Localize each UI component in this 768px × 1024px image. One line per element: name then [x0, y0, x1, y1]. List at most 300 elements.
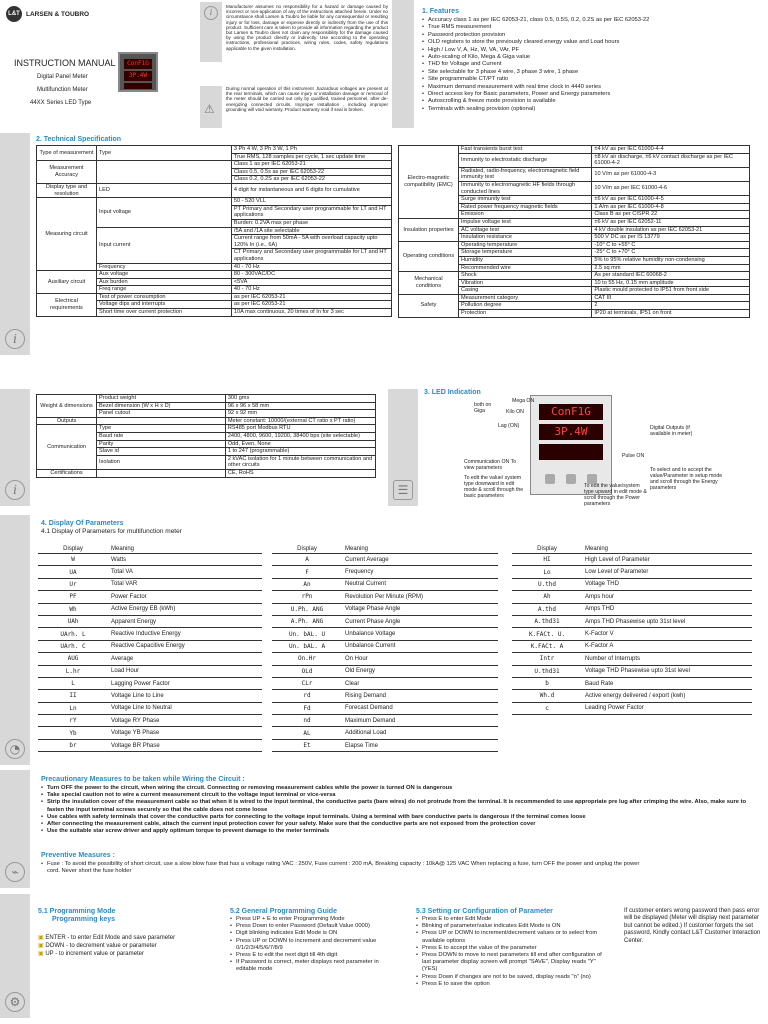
- config-item: • Press E to enter Edit Mode: [416, 916, 612, 923]
- spec-value: 2.5 sq mm: [592, 264, 750, 272]
- feature-item: • Site programmable CT/PT ratio: [422, 76, 762, 83]
- spec-group: Measurement Accuracy: [37, 161, 97, 184]
- config-item: • Press E to save the option: [416, 981, 612, 988]
- meter-display-top: ConF1G: [124, 59, 152, 69]
- param-code: On.Hr: [272, 653, 342, 665]
- param-meaning: Unbalance Current: [342, 640, 498, 652]
- precaution-panel: [0, 770, 768, 888]
- param-meaning: Old Energy: [342, 665, 498, 677]
- param-row: [38, 591, 262, 603]
- precaution-list: [41, 785, 761, 835]
- param-code: OLd: [272, 665, 342, 677]
- config-item: • Press UP or DOWN to increment/decrement values or to select from available options: [416, 930, 612, 944]
- prog-config-list: [416, 916, 612, 988]
- spec-param: Immunity to electromagnetic HF fields through conducted lines: [459, 181, 592, 195]
- spec-value: 5% to 95% relative humidity non-condensing: [592, 256, 750, 264]
- tech-table-right: [398, 145, 750, 318]
- param-row: [512, 603, 752, 615]
- param-row: [38, 640, 262, 652]
- spec-group: Electrical requirements: [37, 293, 97, 316]
- param-row: [38, 665, 262, 677]
- col-meaning: Meaning: [582, 545, 752, 554]
- param-meaning: High Level of Parameter: [582, 554, 752, 566]
- param-meaning: Low Level of Parameter: [582, 566, 752, 578]
- param-meaning: K-Factor A: [582, 640, 752, 652]
- precaution-item: • Use the suitable star screw driver and apply optimum torque to prevent damage to the meter terminals: [41, 828, 761, 835]
- spec-param: Immunity to electrostatic discharge: [459, 153, 592, 167]
- param-code: UA: [38, 566, 108, 578]
- param-row: [38, 702, 262, 714]
- meter-image: [118, 52, 158, 92]
- spec-row: [37, 293, 392, 301]
- spec-param: Vibration: [459, 279, 592, 287]
- spec-value: 40 - 70 Hz: [231, 263, 391, 271]
- param-code: rd: [272, 690, 342, 702]
- features-panel: [392, 0, 768, 130]
- programming-panel: [0, 894, 768, 1018]
- param-row: [512, 615, 752, 627]
- config-item: • Press E to accept the value of the parameter: [416, 945, 612, 952]
- param-code: A.thd31: [512, 615, 582, 627]
- preventive-list: [41, 861, 641, 875]
- precaution-item: • After connecting the measurement cable, attach the current input protection cover for your safety. Make sure that the conductive parts are not exposed from the protection cover: [41, 821, 761, 828]
- spec-param: Slave id: [97, 448, 226, 456]
- spec-param: Protection: [459, 310, 592, 318]
- cover-line-1: Digital Panel Meter: [37, 74, 88, 80]
- spec-value: Class 0.2, 0.2S as per IEC 62053-22: [231, 176, 391, 184]
- spec-value: 40 - 70 Hz: [231, 286, 391, 294]
- config-item: • Blinking of parameter/value indicates Edit Mode is ON: [416, 923, 612, 930]
- spec-group: Measuring circuit: [37, 198, 97, 271]
- param-meaning: Voltage Line to Line: [108, 690, 262, 702]
- col-display: Display: [272, 545, 342, 554]
- cover-line-3: 44XX Series LED Type: [30, 100, 92, 106]
- param-row: [272, 702, 498, 714]
- prog-keys: [38, 934, 175, 958]
- prog-title-2: 5.2 General Programming Guide: [230, 908, 337, 915]
- up-key[interactable]: [566, 474, 576, 484]
- spec-value: 500 V DC as per IS 13779: [592, 234, 750, 242]
- spec-value: -25° C to +70° C: [592, 249, 750, 257]
- spec-value: ±6 kV as per IEC 61000-4-5: [592, 196, 750, 204]
- spec-group: Certifications: [37, 469, 97, 477]
- param-code: A: [272, 554, 342, 566]
- precaution-item: • Turn OFF the power to the circuit, when wiring the circuit. Connecting or removing measurement cables while the power is turned ON is dangerous: [41, 785, 761, 792]
- guide-item: • Press UP or DOWN to increment and decrement value 0/1/2/3/4/5/6/7/8/9: [230, 938, 390, 952]
- weight-table: [36, 394, 376, 478]
- param-code: CLr: [272, 677, 342, 689]
- company-name: LARSEN & TOUBRO: [26, 11, 90, 18]
- spec-param: Aux burden: [97, 278, 232, 286]
- param-code: Fd: [272, 702, 342, 714]
- label-select: To select and to accept the value/Parameter in setup mode and scroll through the Energy parameters: [650, 467, 723, 491]
- prog-guide-list: [230, 916, 390, 974]
- spec-value: Class 0.5, 0.5s as per IEC 62053-22: [231, 168, 391, 176]
- param-meaning: Voltage THD: [582, 578, 752, 590]
- param-meaning: Lagging Power Factor: [108, 677, 262, 689]
- param-row: [512, 628, 752, 640]
- param-meaning: Amps THD: [582, 603, 752, 615]
- param-row: [38, 578, 262, 590]
- label-mega: Mega ON: [512, 398, 535, 404]
- spec-param: Rated power frequency magnetic fields: [459, 203, 592, 211]
- preventive-title: Preventive Measures :: [41, 852, 115, 859]
- spec-value: -10° C to +55° C: [592, 241, 750, 249]
- spec-param: Pollution degree: [459, 302, 592, 310]
- param-row: [512, 665, 752, 677]
- param-row: [272, 603, 498, 615]
- spec-row: [37, 161, 392, 169]
- spec-value: ±4 kV as per IEC 61000-4-4: [592, 146, 750, 154]
- param-code: W: [38, 554, 108, 566]
- meter-display-bot: [124, 83, 152, 89]
- spec-value: IP20 at terminals, IP51 on front: [592, 310, 750, 318]
- col-display: Display: [38, 545, 108, 554]
- spec-param: Humidity: [459, 256, 592, 264]
- spec-param: Type: [97, 425, 226, 433]
- param-meaning: Voltage YB Phase: [108, 727, 262, 739]
- led-display-mid: 3P.4W: [539, 424, 603, 440]
- features-sidebar: [392, 0, 414, 128]
- spec-value: Plastic mould protected to IP51 from front side: [592, 287, 750, 295]
- param-row: [272, 578, 498, 590]
- param-meaning: Average: [108, 653, 262, 665]
- spec-value: 2: [592, 302, 750, 310]
- spec-value: <5VA: [231, 278, 391, 286]
- spec-row: [37, 183, 392, 197]
- params-sidebar: [0, 515, 30, 765]
- led-display-top: ConF1G: [539, 404, 603, 420]
- disclaimer-panel: [198, 0, 390, 130]
- guide-item: • Press Down to enter Password (Default Value 0000): [230, 923, 390, 930]
- cover-line-2: Multifunction Meter: [37, 87, 88, 93]
- param-code: Un. bAL. A: [272, 640, 342, 652]
- spec-param: Frequency: [97, 263, 232, 271]
- param-meaning: Clear: [342, 677, 498, 689]
- param-meaning: Leading Power Factor: [582, 702, 752, 714]
- spec-value: 300 gms: [225, 395, 375, 403]
- param-code: Et: [272, 739, 342, 751]
- param-meaning: Load Hour: [108, 665, 262, 677]
- guide-item: • If Password is correct, meter displays next parameter in editable mode: [230, 959, 390, 973]
- spec-value: PT Primary and Secondary user programmable for LT and HT applications: [231, 205, 391, 219]
- info-icon: i: [5, 480, 25, 500]
- features-list: [422, 17, 762, 113]
- config-item: • Press Down if changes are not to be saved, display reads "n" (no): [416, 974, 612, 981]
- spec-group: Auxiliary circuit: [37, 271, 97, 294]
- spec-value: /5A and /1A site selectable: [231, 227, 391, 235]
- spec-param: [97, 417, 226, 425]
- spec-row: [37, 395, 376, 403]
- spec-param: Panel cutout: [97, 410, 226, 418]
- lt-logo: L&T: [6, 6, 22, 22]
- param-code: Ln: [38, 702, 108, 714]
- spec-value: Odd, Even, None: [225, 440, 375, 448]
- param-meaning: Watts: [108, 554, 262, 566]
- param-meaning: Voltage Line to Neutral: [108, 702, 262, 714]
- param-meaning: Revolution Per Minute (RPM): [342, 591, 498, 603]
- param-meaning: Voltage THD Phasewise upto 31st level: [582, 665, 752, 677]
- info-icon: i: [5, 329, 25, 349]
- spec-value: 2400, 4800, 9600, 19200, 38400 bps (site selectable): [225, 432, 375, 440]
- param-meaning: Voltage BR Phase: [108, 739, 262, 751]
- param-code: Lo: [512, 566, 582, 578]
- spec-param: Freq range: [97, 286, 232, 294]
- param-row: [38, 628, 262, 640]
- tech-table-left: [36, 145, 392, 317]
- spec-value: 2 kVAC isolation for 1 minute between communication and other circuits: [225, 455, 375, 469]
- param-meaning: Active Energy EB (kWh): [108, 603, 262, 615]
- spec-value: 10A max continuous, 20 times of In for 3 sec: [231, 309, 391, 317]
- param-code: A.Ph. ANG: [272, 615, 342, 627]
- label-pulse: Pulse ON: [622, 453, 645, 459]
- param-meaning: Total VA: [108, 566, 262, 578]
- spec-group: Outputs: [37, 417, 97, 425]
- param-code: L: [38, 677, 108, 689]
- param-meaning: Frequency: [342, 566, 498, 578]
- plug-icon: ⌁: [5, 862, 25, 882]
- spec-value: RS485 port Modbus RTU: [225, 425, 375, 433]
- spec-value: 92 x 92 mm: [225, 410, 375, 418]
- feature-item: • Accuracy class 1 as per IEC 62053-21, class 0.5, 0.5S, 0.2, 0.2S as per IEC 62053-22: [422, 17, 762, 24]
- tech-title: 2. Technical Specification: [36, 136, 122, 143]
- down-key[interactable]: [545, 474, 555, 484]
- spec-value: 4 digit for instantaneous and 6 digits for cumulative: [231, 183, 391, 197]
- param-row: [512, 690, 752, 702]
- param-code: b: [512, 677, 582, 689]
- param-code: br: [38, 739, 108, 751]
- label-comm: Communication ON To view parameters: [464, 459, 517, 471]
- led-meter-face: [530, 395, 612, 495]
- spec-param: Type: [97, 146, 232, 161]
- param-meaning: Rising Demand: [342, 690, 498, 702]
- param-row: [512, 653, 752, 665]
- feature-item: • Password protection provision: [422, 32, 762, 39]
- spec-param: Shock: [459, 272, 592, 280]
- weight-panel: [0, 389, 384, 506]
- param-meaning: Baud Rate: [582, 677, 752, 689]
- param-row: [272, 554, 498, 566]
- col-meaning: Meaning: [108, 545, 262, 554]
- tech-spec-panel: [0, 133, 768, 355]
- led-panel: [388, 389, 768, 506]
- preventive-item: • Fuse : To avoid the possibility of short circuit, use a slow blow fuse that has a voltage rating VAC : 250V, Fuse current : 200 mA, Breaking capacity : 10kA@ 125 VAC When replacing a fuse, turn OFF the power and unplug the power cord. Never short the fuse holder: [41, 861, 641, 875]
- spec-value: CE, RoHS: [225, 469, 375, 477]
- param-row: [38, 554, 262, 566]
- param-code: U.thd: [512, 578, 582, 590]
- spec-value: Current range from 50mA - 5A with overload capacity upto 120% In (i.e., 6A): [231, 235, 391, 249]
- param-meaning: Unbalance Voltage: [342, 628, 498, 640]
- guide-item: • Press E to edit the next digit till 4th digit: [230, 952, 390, 959]
- param-meaning: Forecast Demand: [342, 702, 498, 714]
- param-code: Intr: [512, 653, 582, 665]
- label-both: both on Giga: [474, 402, 492, 414]
- feature-item: • Auto-scaling of Kilo, Mega & Giga value: [422, 54, 762, 61]
- spec-value: 4 kV double insulation as per IEC 62053-21: [592, 226, 750, 234]
- spec-param: Test of power consumption: [97, 293, 232, 301]
- param-meaning: Current Average: [342, 554, 498, 566]
- param-code: UArh. C: [38, 640, 108, 652]
- param-meaning: Current Phase Angle: [342, 615, 498, 627]
- param-row: [38, 715, 262, 727]
- spec-param: Bezel dimension (W x H x D): [97, 402, 226, 410]
- spec-row: [37, 469, 376, 477]
- spec-param: Emission: [459, 211, 592, 219]
- spec-param: Storage temperature: [459, 249, 592, 257]
- param-code: Wh.d: [512, 690, 582, 702]
- precaution-sidebar: [0, 770, 30, 888]
- param-code: U.Ph. ANG: [272, 603, 342, 615]
- precaution-item: • Use cables with safety terminals that cover the conductive parts for connecting to the voltage input terminals. Using a terminal with bare conductive parts is dangerous if the terminal comes loose: [41, 814, 761, 821]
- params-panel: [0, 515, 768, 765]
- spec-value: 1 to 247 (programmable): [225, 448, 375, 456]
- key-down-desc: ▣ DOWN - to decrement value or parameter: [38, 943, 157, 949]
- param-row: [512, 554, 752, 566]
- param-meaning: Number of Interrupts: [582, 653, 752, 665]
- param-meaning: Neutral Current: [342, 578, 498, 590]
- spec-group: Insulation properties: [399, 218, 459, 241]
- spec-param: Isolation: [97, 455, 226, 469]
- param-row: [512, 640, 752, 652]
- label-digital: Digital Outputs (if available in meter): [650, 425, 693, 437]
- spec-param: LED: [97, 183, 232, 197]
- feature-item: • True RMS measurement: [422, 24, 762, 31]
- params-subtitle: 4.1 Display of Parameters for multifunction meter: [41, 528, 182, 535]
- info-icon: i: [200, 2, 222, 62]
- param-code: Ur: [38, 578, 108, 590]
- disclaimer-text-1: Manufacturer assumes no responsibility for a hazard or damage caused by incorrect or non-application of any of the instructions attached herein. Under no circumstance shall Larsen & Toubro be liable for any consequential or resulting injury or for loss, damage or expense directly or indirectly from the use of this product. Sufficient care is taken to provide all information regarding the product but Larsen & Toubro does not claim any responsibility for the damage caused by using the product directly or indirectly. Use according to the operating instructions, professional practices, wiring rules, codes, safety regulations applicable to the given installation.: [226, 4, 388, 51]
- param-code: K.FACt. A: [512, 640, 582, 652]
- features-title: 1. Features: [422, 8, 459, 15]
- col-meaning: Meaning: [342, 545, 498, 554]
- param-code: Ah: [512, 591, 582, 603]
- spec-value: 10 V/m as per 61000-4-3: [592, 167, 750, 181]
- param-code: AL: [272, 727, 342, 739]
- spec-row: [399, 218, 750, 226]
- spec-row: [37, 146, 392, 154]
- spec-value: as per IEC 62053-21: [231, 301, 391, 309]
- param-code: Yb: [38, 727, 108, 739]
- feature-item: • Direct access key for Basic parameters, Power and Energy parameters: [422, 91, 762, 98]
- spec-value: ±8 kV air discharge, ±6 kV contact discharge as per IEC 61000-4-2: [592, 153, 750, 167]
- param-row: [38, 727, 262, 739]
- spec-param: Product weight: [97, 395, 226, 403]
- feature-item: • Maximum demand measurement with real time clock in 4440 series: [422, 84, 762, 91]
- precaution-item: • Take special caution not to wire a current measurement circuit to the voltage input terminal or vice-versa: [41, 792, 761, 799]
- spec-row: [399, 241, 750, 249]
- param-row: [38, 653, 262, 665]
- label-edit-up: To edit the value/system type upward in edit mode & scroll through the Power parameters: [584, 483, 647, 507]
- param-code: An: [272, 578, 342, 590]
- param-meaning: Voltage RY Phase: [108, 715, 262, 727]
- precaution-title: Precautionary Measures to be taken while Wiring the Circuit :: [41, 776, 245, 783]
- spec-group: Weight & dimensions: [37, 395, 97, 418]
- param-meaning: Reactive Capacitive Energy: [108, 640, 262, 652]
- param-code: PF: [38, 591, 108, 603]
- precaution-item: • Strip the insulation cover of the measurement cable so that when it is wired to the input terminal, the conductive parts (bare wires) do not protrude from the terminal. It is recommended to use appropriate pre lug after crimping the wire. Also, make sure to fasten the input terminal screws securely so that the cable does not come loose: [41, 799, 761, 813]
- param-meaning: Amps THD Phasewise upto 31st level: [582, 615, 752, 627]
- feature-item: • Terminals with sealing provision (optional): [422, 106, 762, 113]
- param-row: [272, 715, 498, 727]
- param-code: c: [512, 702, 582, 714]
- col-display: Display: [512, 545, 582, 554]
- param-meaning: Maximum Demand: [342, 715, 498, 727]
- param-code: HI: [512, 554, 582, 566]
- prog-sidebar: [0, 894, 30, 1018]
- spec-value: 96 x 96 x 58 mm: [225, 402, 375, 410]
- warning-icon: ⚠: [200, 86, 222, 128]
- weight-sidebar: [0, 389, 30, 506]
- spec-group: Display type and resolution: [37, 183, 97, 197]
- manual-title: INSTRUCTION MANUAL: [14, 58, 116, 68]
- spec-value: True RMS, 128 samples per cycle, 1 sec update time: [231, 153, 391, 161]
- spec-param: Casing: [459, 287, 592, 295]
- prog-keys-title: Programming keys: [52, 916, 116, 923]
- spec-row: [37, 198, 392, 206]
- param-code: UArh. L: [38, 628, 108, 640]
- spec-value: CAT III: [592, 294, 750, 302]
- param-code: AUG: [38, 653, 108, 665]
- disclaimer-text-2: During normal operation of this instrument ,hazardous voltages are present at the rear terminals, which can cause injury or installation damage or removal of the meter should be carried out only by qualified, trained personnel, after de-energizing connected circuits. Improper installation , including improper grounding will void warranty. Product warranty void if seal is broken.: [226, 86, 388, 112]
- params-table-1: [38, 545, 262, 752]
- spec-param: Measurement category: [459, 294, 592, 302]
- prog-title-1: 5.1 Programming Mode: [38, 908, 116, 915]
- param-meaning: Amps hour: [582, 591, 752, 603]
- params-table-3: [512, 545, 752, 715]
- param-row: [272, 727, 498, 739]
- key-enter-desc: ▣ ENTER - to enter Edit Mode and save parameter: [38, 935, 176, 941]
- param-row: [38, 603, 262, 615]
- param-row: [272, 640, 498, 652]
- spec-group: Communication: [37, 425, 97, 470]
- param-meaning: Additional Load: [342, 727, 498, 739]
- spec-value: 50 - 520 VLL: [231, 198, 391, 206]
- spec-value: 3 Ph 4 W, 3 Ph 3 W, 1 Ph: [231, 146, 391, 154]
- param-meaning: Active energy delivered / export (kwh): [582, 690, 752, 702]
- spec-value: CT Primary and Secondary user programmable for LT and HT applications: [231, 249, 391, 263]
- param-row: [512, 566, 752, 578]
- param-code: K.FACt. U.: [512, 628, 582, 640]
- param-meaning: Total VAR: [108, 578, 262, 590]
- param-row: [272, 677, 498, 689]
- param-code: U.thd31: [512, 665, 582, 677]
- param-row: [272, 628, 498, 640]
- tech-sidebar: [0, 133, 30, 355]
- param-row: [512, 578, 752, 590]
- spec-param: Voltage dips and interrupts: [97, 301, 232, 309]
- param-row: [272, 566, 498, 578]
- spec-value: 80 - 300VAC/DC: [231, 271, 391, 279]
- spec-value: Meter constant: 10000/(external CT ratio x PT ratio): [225, 417, 375, 425]
- param-row: [272, 591, 498, 603]
- spec-param: Parity: [97, 440, 226, 448]
- spec-value: Class 1 as per IEC 62053-21: [231, 161, 391, 169]
- param-code: Un. bAL. U: [272, 628, 342, 640]
- spec-value: 10 to 55 Hz, 0.15 mm amplitude: [592, 279, 750, 287]
- label-edit-down: To edit the value/ system type downward in edit mode & scroll through the basic parameters: [464, 475, 524, 499]
- spec-param: [97, 469, 226, 477]
- spec-value: As per standard IEC 60068-2: [592, 272, 750, 280]
- spec-param: Insulation resistance: [459, 234, 592, 242]
- feature-item: • High / Low V, A, Hz, W, VA, VAr, PF: [422, 47, 762, 54]
- param-row: [272, 653, 498, 665]
- param-row: [38, 739, 262, 751]
- param-code: II: [38, 690, 108, 702]
- param-meaning: Apparent Energy: [108, 615, 262, 627]
- spec-param: Aux voltage: [97, 271, 232, 279]
- param-row: [272, 739, 498, 751]
- prog-title-3: 5.3 Setting or Configuration of Parameter: [416, 908, 553, 915]
